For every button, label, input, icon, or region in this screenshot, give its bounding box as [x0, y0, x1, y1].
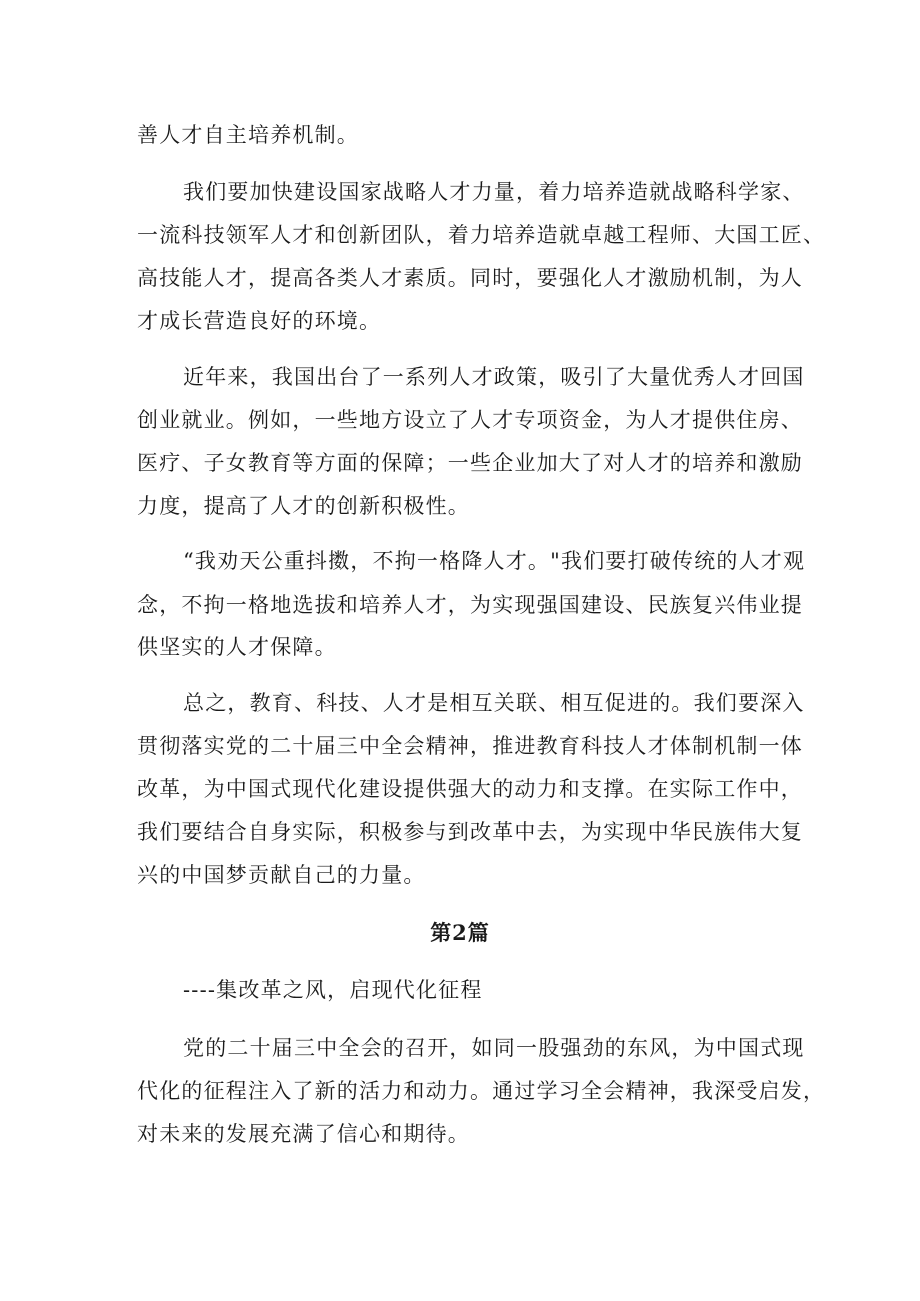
paragraph-line: 力度，提高了人才的创新积极性。	[137, 494, 470, 518]
paragraph-line: 医疗、子女教育等方面的保障；一些企业加大了对人才的培养和激励	[137, 451, 803, 475]
paragraph-line: 创业就业。例如，一些地方设立了人才专项资金，为人才提供住房、	[137, 408, 803, 432]
paragraph-line: 代化的征程注入了新的活力和动力。通过学习全会精神，我深受启发，	[137, 1079, 826, 1103]
paragraph-line: 党的二十届三中全会的召开，如同一股强劲的东风，为中国式现	[183, 1036, 805, 1060]
paragraph-line: 贯彻落实党的二十届三中全会精神，推进教育科技人才体制机制一体	[137, 734, 803, 758]
paragraph-line: 才成长营造良好的环境。	[137, 309, 382, 333]
paragraph-line: 总之，教育、科技、人才是相互关联、相互促进的。我们要深入	[183, 691, 805, 715]
paragraph-line: 供坚实的人才保障。	[137, 635, 337, 659]
section-heading: 第2篇	[430, 920, 490, 945]
paragraph-line: 一流科技领军人才和创新团队，着力培养造就卓越工程师、大国工匠、	[137, 223, 826, 247]
paragraph-line: 念，不拘一格地选拔和培养人才，为实现强国建设、民族复兴伟业提	[137, 593, 803, 617]
section-subtitle: ----集改革之风，启现代化征程	[183, 978, 483, 1002]
paragraph-line: 善人才自主培养机制。	[137, 123, 359, 147]
paragraph-line: 对未来的发展充满了信心和期待。	[137, 1122, 470, 1146]
paragraph-line: 兴的中国梦贡献自己的力量。	[137, 863, 426, 887]
paragraph-line: 我们要加快建设国家战略人才力量，着力培养造就战略科学家、	[183, 180, 805, 204]
paragraph-line: “我劝天公重抖擞，不拘一格降人才。"我们要打破传统的人才观	[183, 549, 806, 573]
paragraph-line: 近年来，我国出台了一系列人才政策，吸引了大量优秀人才回国	[183, 365, 805, 389]
paragraph-line: 我们要结合自身实际，积极参与到改革中去，为实现中华民族伟大复	[137, 820, 803, 844]
paragraph-line: 高技能人才，提高各类人才素质。同时，要强化人才激励机制，为人	[137, 266, 803, 290]
paragraph-line: 改革，为中国式现代化建设提供强大的动力和支撑。在实际工作中，	[137, 777, 803, 801]
